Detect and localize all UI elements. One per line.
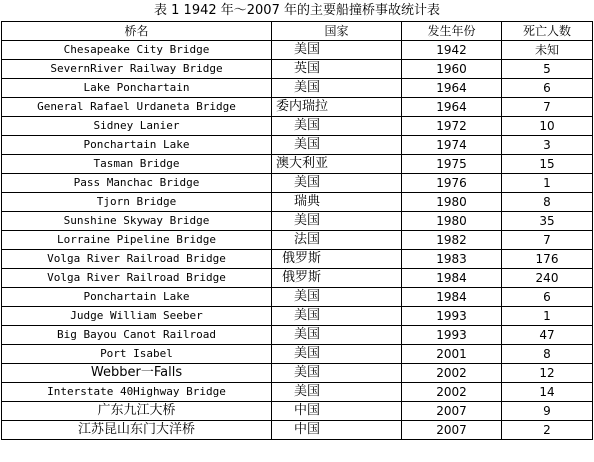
year-cell: 1972 [402,117,502,136]
bridge-accident-table [1,21,593,440]
table-row [2,174,593,193]
bridge-name-cell: Volga River Railroad Bridge [2,269,272,288]
country-cell: 美国 [272,288,402,307]
year-cell: 1974 [402,136,502,155]
deaths-cell: 47 [502,326,593,345]
bridge-name-cell: Sunshine Skyway Bridge [2,212,272,231]
header-row [2,22,593,41]
table-row [2,288,593,307]
deaths-cell: 未知 [502,41,593,60]
bridge-name-cell: SevernRiver Railway Bridge [2,60,272,79]
table-row [2,250,593,269]
table-row [2,364,593,383]
country-cell: 美国 [272,345,402,364]
year-cell: 1982 [402,231,502,250]
country-cell: 美国 [272,326,402,345]
bridge-name-cell: Big Bayou Canot Railroad [2,326,272,345]
header-country: 国家 [272,22,402,41]
year-cell: 2002 [402,383,502,402]
table-row [2,231,593,250]
bridge-name-cell: Ponchartain Lake [2,288,272,307]
bridge-name-cell: 江苏昆山东门大洋桥 [2,421,272,440]
table-row [2,307,593,326]
deaths-cell: 3 [502,136,593,155]
bridge-name-cell: Port Isabel [2,345,272,364]
country-cell: 美国 [272,307,402,326]
deaths-cell: 35 [502,212,593,231]
bridge-name-cell: Volga River Railroad Bridge [2,250,272,269]
deaths-cell: 1 [502,174,593,193]
bridge-name-cell: Pass Manchac Bridge [2,174,272,193]
deaths-cell: 6 [502,288,593,307]
country-cell: 美国 [272,383,402,402]
bridge-name-cell: Interstate 40Highway Bridge [2,383,272,402]
deaths-cell: 9 [502,402,593,421]
country-cell: 俄罗斯 [272,269,402,288]
table-row [2,155,593,174]
year-cell: 1984 [402,288,502,307]
table-row [2,326,593,345]
deaths-cell: 12 [502,364,593,383]
bridge-name-cell: Tjorn Bridge [2,193,272,212]
country-cell: 美国 [272,79,402,98]
year-cell: 1984 [402,269,502,288]
deaths-cell: 5 [502,60,593,79]
table-caption: 表 1 1942 年～2007 年的主要船撞桥事故统计表 [154,3,440,18]
header-deaths: 死亡人数 [502,22,593,41]
table-row [2,41,593,60]
deaths-cell: 8 [502,193,593,212]
year-cell: 1976 [402,174,502,193]
deaths-cell: 7 [502,98,593,117]
country-cell: 委内瑞拉 [272,98,402,117]
country-cell: 美国 [272,117,402,136]
country-cell: 美国 [272,41,402,60]
table-row [2,421,593,440]
table-row [2,117,593,136]
year-cell: 1942 [402,41,502,60]
bridge-name-cell: Lorraine Pipeline Bridge [2,231,272,250]
year-cell: 1980 [402,193,502,212]
bridge-name-cell: Ponchartain Lake [2,136,272,155]
deaths-cell: 10 [502,117,593,136]
table-row [2,345,593,364]
table-row [2,402,593,421]
table-row [2,193,593,212]
year-cell: 1975 [402,155,502,174]
header-year: 发生年份 [402,22,502,41]
deaths-cell: 2 [502,421,593,440]
deaths-cell: 7 [502,231,593,250]
header-bridge-name: 桥名 [2,22,272,41]
table-row [2,98,593,117]
country-cell: 美国 [272,136,402,155]
bridge-name-cell: Webber一Falls [2,364,272,383]
year-cell: 1964 [402,79,502,98]
deaths-cell: 14 [502,383,593,402]
year-cell: 1960 [402,60,502,79]
country-cell: 瑞典 [272,193,402,212]
bridge-name-cell: 广东九江大桥 [2,402,272,421]
year-cell: 2007 [402,421,502,440]
country-cell: 美国 [272,212,402,231]
table-row [2,136,593,155]
deaths-cell: 15 [502,155,593,174]
country-cell: 英国 [272,60,402,79]
year-cell: 1980 [402,212,502,231]
deaths-cell: 6 [502,79,593,98]
table-row [2,79,593,98]
country-cell: 俄罗斯 [272,250,402,269]
country-cell: 中国 [272,421,402,440]
table-row [2,383,593,402]
table-row [2,60,593,79]
year-cell: 2001 [402,345,502,364]
country-cell: 美国 [272,364,402,383]
country-cell: 美国 [272,174,402,193]
country-cell: 澳大利亚 [272,155,402,174]
country-cell: 法国 [272,231,402,250]
country-cell: 中国 [272,402,402,421]
year-cell: 1983 [402,250,502,269]
year-cell: 2007 [402,402,502,421]
deaths-cell: 1 [502,307,593,326]
deaths-cell: 8 [502,345,593,364]
bridge-name-cell: Lake Ponchartain [2,79,272,98]
deaths-cell: 176 [502,250,593,269]
table-row [2,212,593,231]
year-cell: 1993 [402,307,502,326]
table-body [2,41,593,440]
bridge-name-cell: Sidney Lanier [2,117,272,136]
bridge-name-cell: General Rafael Urdaneta Bridge [2,98,272,117]
bridge-name-cell: Tasman Bridge [2,155,272,174]
year-cell: 1993 [402,326,502,345]
deaths-cell: 240 [502,269,593,288]
year-cell: 2002 [402,364,502,383]
year-cell: 1964 [402,98,502,117]
bridge-name-cell: Chesapeake City Bridge [2,41,272,60]
table-row [2,269,593,288]
bridge-name-cell: Judge William Seeber [2,307,272,326]
